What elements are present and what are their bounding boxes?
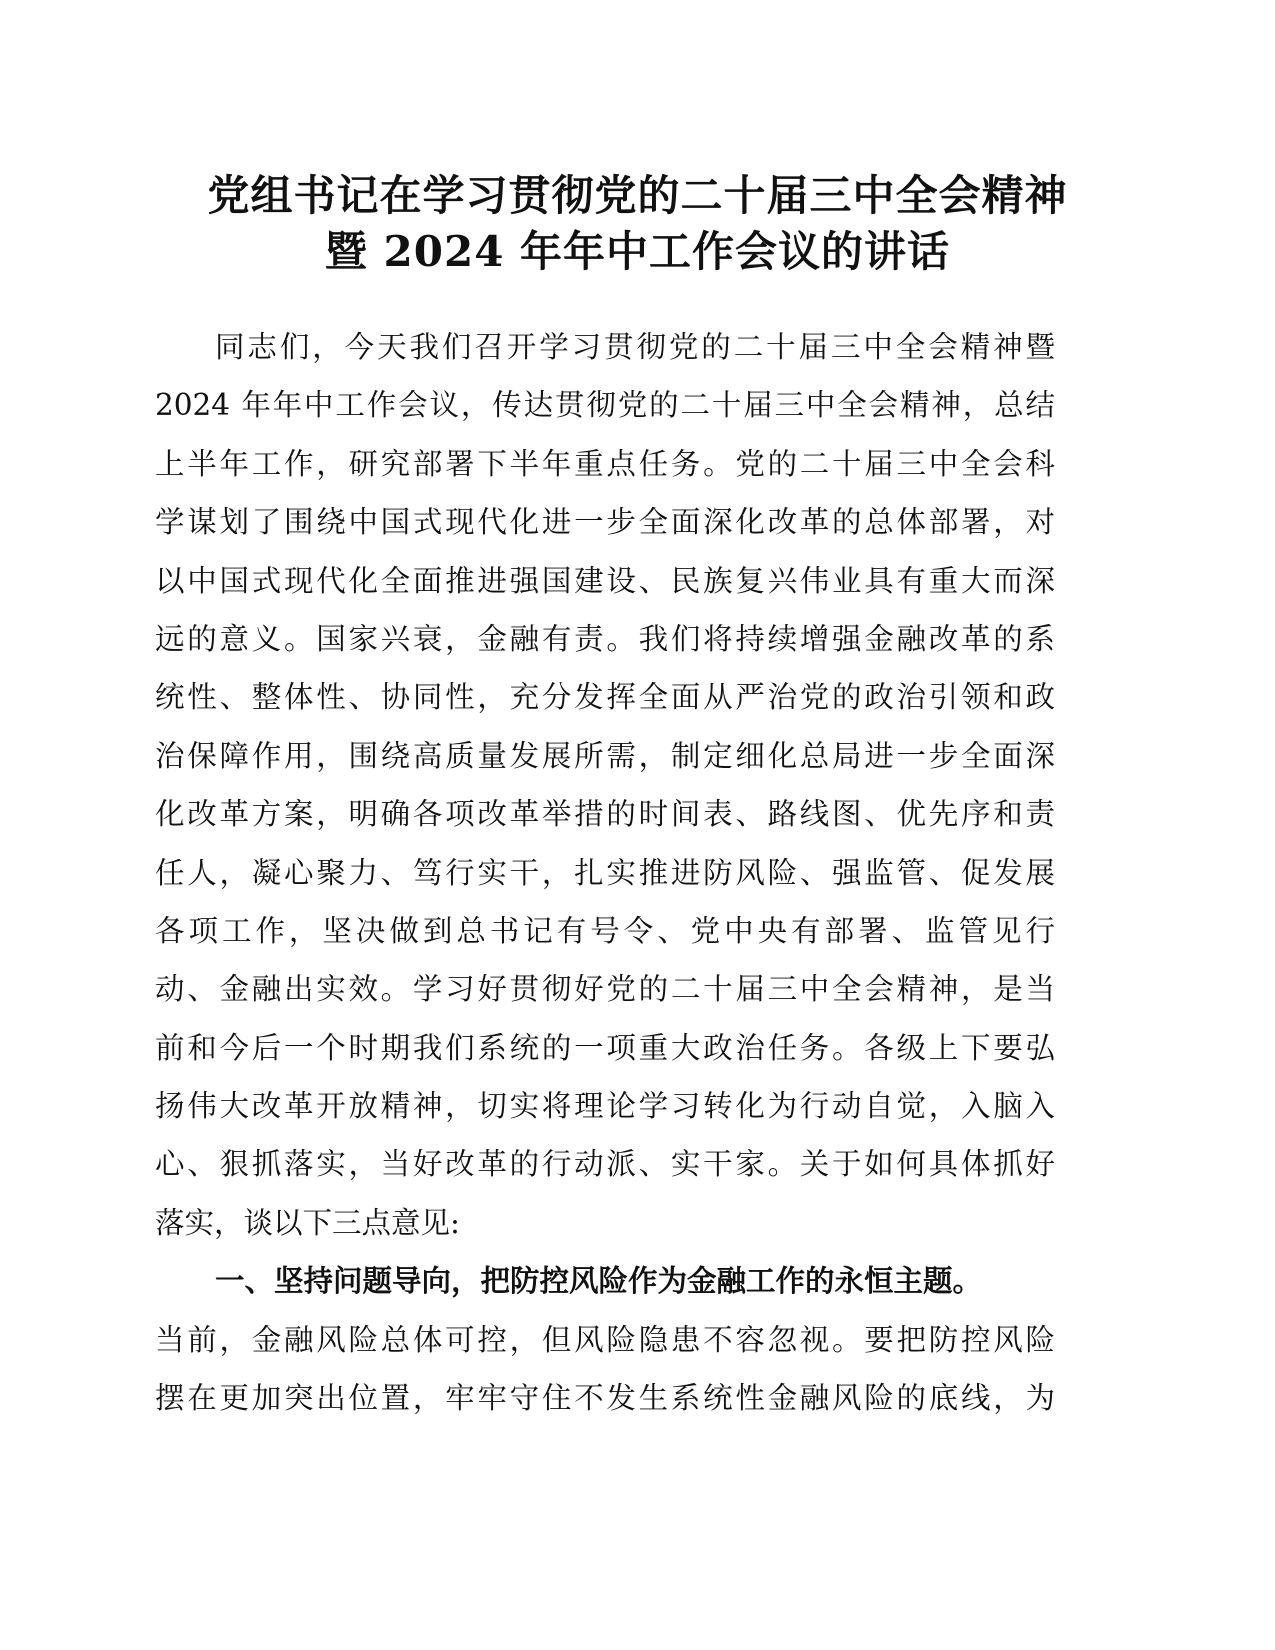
paragraph-line: 前和今后一个时期我们系统的一项重大政治任务。各级上下要弘 [155, 1030, 1055, 1065]
document-title [120, 168, 1155, 280]
paragraph-line: 学谋划了围绕中国式现代化进一步全面深化改革的总体部署，对 [155, 505, 1055, 540]
paragraph-line: 心、狠抓落实，当好改革的行动派、实干家。关于如何具体抓好 [155, 1147, 1055, 1182]
paragraph-line: 统性、整体性、协同性，充分发挥全面从严治党的政治引领和政 [155, 680, 1055, 715]
paragraph-line: 任人，凝心聚力、笃行实干，扎实推进防风险、强监管、促发展 [155, 855, 1055, 890]
paragraph-line: 摆在更加突出位置，牢牢守住不发生系统性金融风险的底线，为 [155, 1381, 1055, 1416]
paragraph-line: 各项工作，坚决做到总书记有号令、党中央有部署、监管见行 [155, 913, 1055, 948]
paragraph-line: 治保障作用，围绕高质量发展所需，制定细化总局进一步全面深 [155, 738, 1055, 773]
paragraph-line: 落实，谈以下三点意见: [155, 1205, 460, 1240]
title-line: 暨 2024 年年中工作会议的讲话 [324, 227, 951, 276]
document-body [155, 318, 1055, 1427]
paragraph-line: 同志们，今天我们召开学习贯彻党的二十届三中全会精神暨 [215, 330, 1055, 364]
paragraph-line: 动、金融出实效。学习好贯彻好党的二十届三中全会精神，是当 [155, 972, 1055, 1007]
paragraph-line: 扬伟大改革开放精神，切实将理论学习转化为行动自觉，入脑入 [155, 1089, 1055, 1124]
paragraph-line: 2024 年年中工作会议，传达贯彻党的二十届三中全会精神，总结 [155, 388, 1055, 423]
paragraph-line: 以中国式现代化全面推进强国建设、民族复兴伟业具有重大而深 [155, 563, 1055, 598]
paragraph-line: 当前，金融风险总体可控，但风险隐患不容忽视。要把防控风险 [155, 1322, 1055, 1357]
paragraph-line: 化改革方案，明确各项改革举措的时间表、路线图、优先序和责 [155, 797, 1055, 832]
section-heading: 一、坚持问题导向，把防控风险作为金融工作的永恒主题。 [215, 1264, 983, 1299]
paragraph-line: 上半年工作，研究部署下半年重点任务。党的二十届三中全会科 [155, 446, 1055, 481]
title-line: 党组书记在学习贯彻党的二十届三中全会精神 [207, 171, 1068, 220]
paragraph-line: 远的意义。国家兴衰，金融有责。我们将持续增强金融改革的系 [155, 621, 1055, 656]
